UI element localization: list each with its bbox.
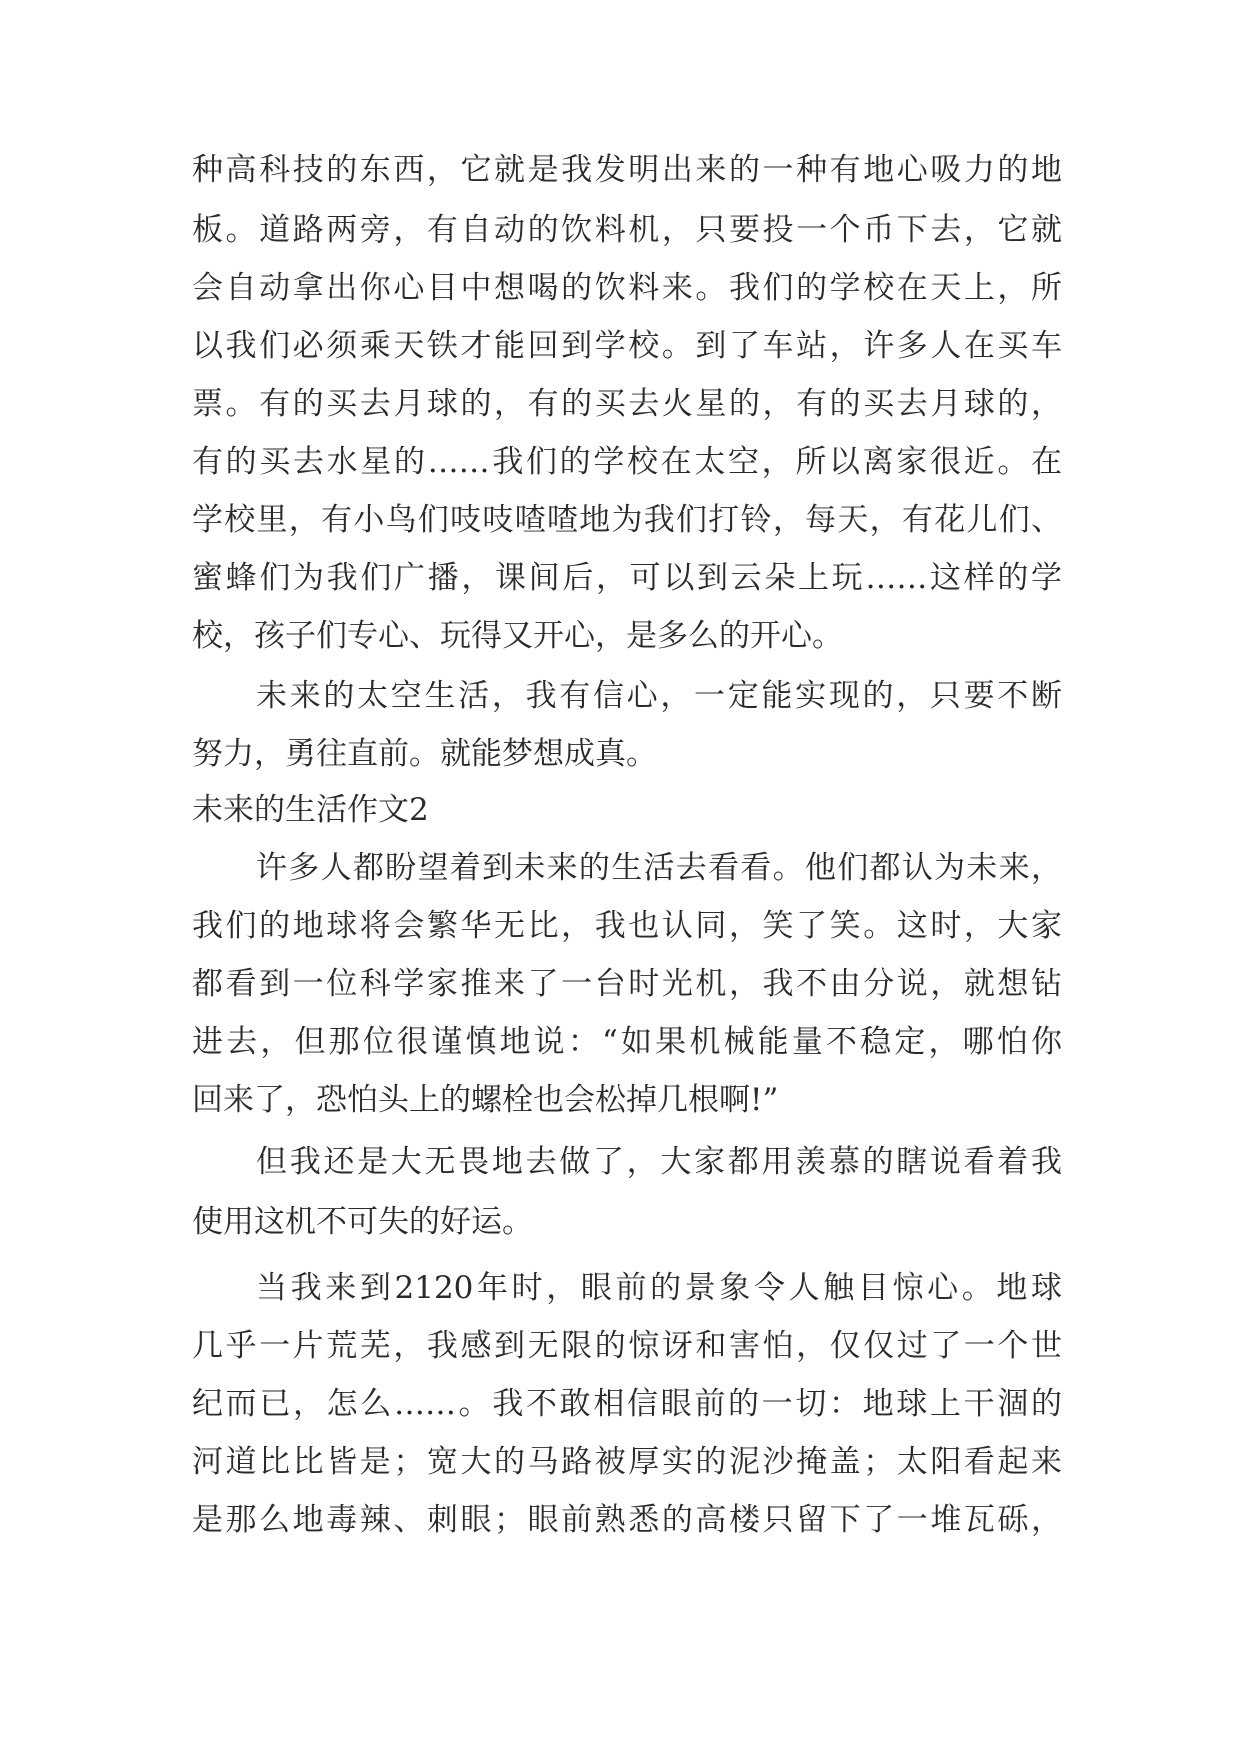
text-line: 是那么地毒辣、刺眼；眼前熟悉的高楼只留下了一堆瓦砾， [192,1502,1062,1538]
text-line: 进去，但那位很谨慎地说：“如果机械能量不稳定，哪怕你 [192,1024,1062,1060]
section-heading: 未来的生活作文2 [192,792,429,828]
text-line: 几乎一片荒芜，我感到无限的惊讶和害怕，仅仅过了一个世 [192,1328,1062,1364]
text-line: 票。有的买去月球的，有的买去火星的，有的买去月球的， [192,386,1062,422]
text-line: 都看到一位科学家推来了一台时光机，我不由分说，就想钻 [192,966,1062,1002]
text-line: 未来的太空生活，我有信心，一定能实现的，只要不断 [256,678,1062,714]
text-line: 努力，勇往直前。就能梦想成真。 [192,736,657,772]
text-line: 纪而已，怎么……。我不敢相信眼前的一切：地球上干涸的 [192,1386,1062,1422]
text-line: 当我来到2120年时，眼前的景象令人触目惊心。地球 [256,1270,1062,1306]
text-line: 会自动拿出你心目中想喝的饮料来。我们的学校在天上，所 [192,270,1062,306]
text-line: 种高科技的东西，它就是我发明出来的一种有地心吸力的地 [192,152,1062,188]
text-line: 我们的地球将会繁华无比，我也认同，笑了笑。这时，大家 [192,908,1062,944]
text-line: 回来了，恐怕头上的螺栓也会松掉几根啊!” [192,1082,779,1118]
text-line: 河道比比皆是；宽大的马路被厚实的泥沙掩盖；太阳看起来 [192,1444,1062,1480]
text-line: 学校里，有小鸟们吱吱喳喳地为我们打铃，每天，有花儿们、 [192,502,1062,538]
text-line: 使用这机不可失的好运。 [192,1204,533,1240]
text-line: 许多人都盼望着到未来的生活去看看。他们都认为未来， [256,850,1062,886]
text-line: 以我们必须乘天铁才能回到学校。到了车站，许多人在买车 [192,328,1062,364]
text-line: 但我还是大无畏地去做了，大家都用羡慕的瞎说看着我 [256,1144,1062,1180]
text-line: 校，孩子们专心、玩得又开心，是多么的开心。 [192,618,843,654]
text-line: 蜜蜂们为我们广播，课间后，可以到云朵上玩……这样的学 [192,560,1062,596]
text-line: 有的买去水星的……我们的学校在太空，所以离家很近。在 [192,444,1062,480]
text-line: 板。道路两旁，有自动的饮料机，只要投一个币下去，它就 [192,212,1062,248]
